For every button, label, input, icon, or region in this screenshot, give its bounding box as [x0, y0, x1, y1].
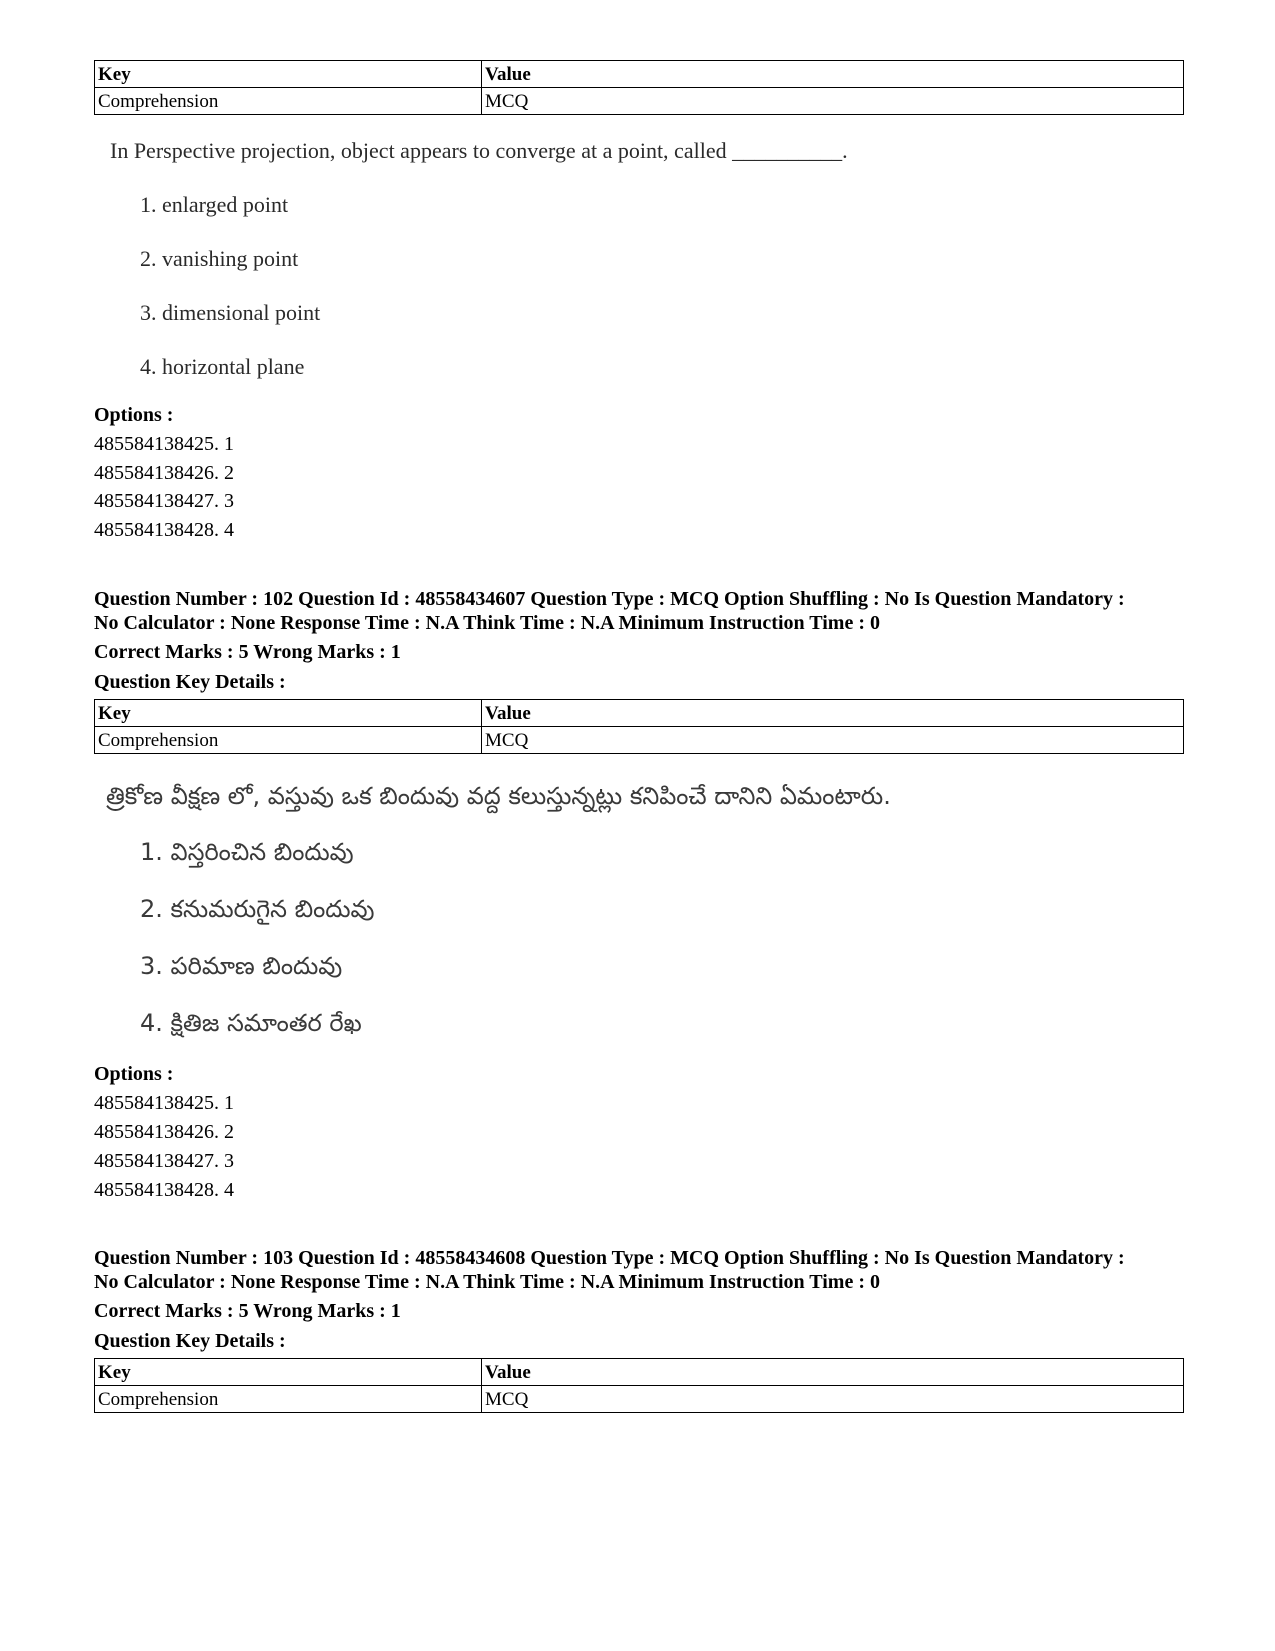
- value-cell: MCQ: [482, 1386, 1184, 1413]
- option-id-4: 485584138428. 4: [94, 519, 234, 541]
- choice-1: 1. enlarged point: [140, 192, 289, 217]
- choice-2: 2. vanishing point: [140, 246, 299, 271]
- table-header-row: [95, 61, 1184, 88]
- table-header-row: [95, 700, 1184, 727]
- option-id-3: 485584138427. 3: [94, 1150, 234, 1172]
- choice-4: 4. క్షితిజ సమాంతర రేఖ: [140, 1009, 362, 1037]
- question-key-details: Question Key Details :: [94, 671, 286, 693]
- option-id-4: 485584138428. 4: [94, 1179, 234, 1201]
- option-id-1: 485584138425. 1: [94, 433, 234, 455]
- question-meta-line-1: Question Number : 103 Question Id : 48558434608 Question Type : MCQ Option Shuffling : No Is Question Mandatory :: [94, 1247, 1125, 1269]
- key-header: Key: [95, 61, 482, 88]
- table-row: [95, 1386, 1184, 1413]
- options-label: Options :: [94, 1063, 174, 1085]
- table-row: [95, 727, 1184, 754]
- value-header: Value: [482, 700, 1184, 727]
- question-meta-line-2: No Calculator : None Response Time : N.A Think Time : N.A Minimum Instruction Time : 0: [94, 612, 880, 634]
- key-cell: Comprehension: [95, 727, 482, 754]
- question-meta-line-1: Question Number : 102 Question Id : 48558434607 Question Type : MCQ Option Shuffling : No Is Question Mandatory :: [94, 588, 1125, 610]
- question-meta-line-2: No Calculator : None Response Time : N.A Think Time : N.A Minimum Instruction Time : 0: [94, 1271, 880, 1293]
- question-key-table: [94, 699, 1184, 754]
- choice-3: 3. dimensional point: [140, 300, 321, 325]
- question-key-details: Question Key Details :: [94, 1330, 286, 1352]
- option-id-3: 485584138427. 3: [94, 490, 234, 512]
- key-cell: Comprehension: [95, 88, 482, 115]
- question-marks: Correct Marks : 5 Wrong Marks : 1: [94, 1300, 401, 1322]
- key-cell: Comprehension: [95, 1386, 482, 1413]
- option-id-2: 485584138426. 2: [94, 462, 234, 484]
- value-header: Value: [482, 61, 1184, 88]
- question-stem: త్రికోణ వీక్షణ లో, వస్తువు ఒక బిందువు వద్ద కలుస్తున్నట్లు కనిపించే దానిని ఏమంటారు.: [106, 782, 891, 810]
- question-key-table: [94, 60, 1184, 115]
- choice-3: 3. పరిమాణ బిందువు: [140, 952, 343, 980]
- question-stem: In Perspective projection, object appears to converge at a point, called __________.: [110, 138, 848, 163]
- option-id-2: 485584138426. 2: [94, 1121, 234, 1143]
- key-header: Key: [95, 700, 482, 727]
- table-header-row: [95, 1359, 1184, 1386]
- choice-2: 2. కనుమరుగైన బిందువు: [140, 895, 375, 923]
- value-cell: MCQ: [482, 727, 1184, 754]
- table-row: [95, 88, 1184, 115]
- option-id-1: 485584138425. 1: [94, 1092, 234, 1114]
- question-marks: Correct Marks : 5 Wrong Marks : 1: [94, 641, 401, 663]
- choice-1: 1. విస్తరించిన బిందువు: [140, 838, 354, 866]
- question-key-table: [94, 1358, 1184, 1413]
- options-label: Options :: [94, 404, 174, 426]
- value-cell: MCQ: [482, 88, 1184, 115]
- key-header: Key: [95, 1359, 482, 1386]
- value-header: Value: [482, 1359, 1184, 1386]
- choice-4: 4. horizontal plane: [140, 354, 305, 379]
